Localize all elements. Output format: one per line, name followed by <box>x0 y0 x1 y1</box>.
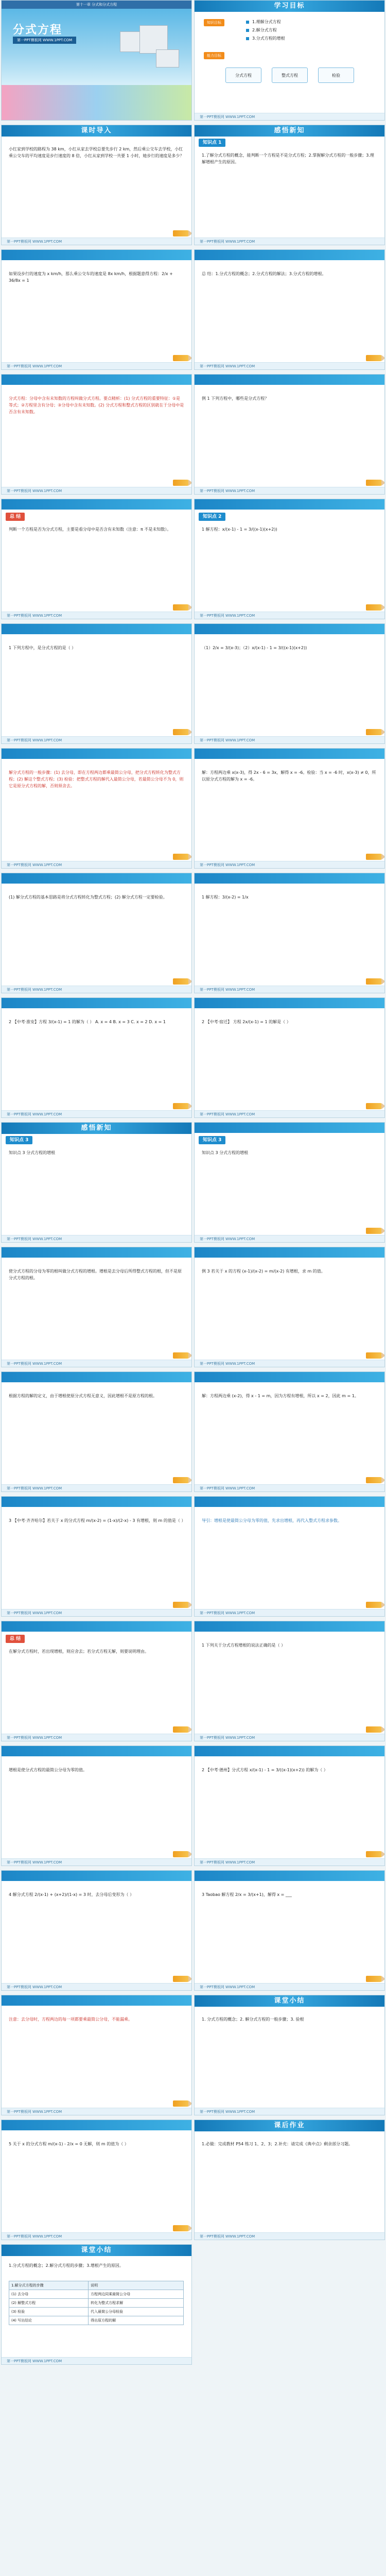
slide-footer: 第一PPT模板网 WWW.1PPT.COM <box>195 113 384 120</box>
slide-footer: 第一PPT模板网 WWW.1PPT.COM <box>2 612 191 619</box>
pencil-icon <box>173 604 188 611</box>
slide-text: 知识点 3 分式方程的增根 <box>9 1150 56 1155</box>
summary-table <box>9 2281 184 2325</box>
slide-text: 分式方程：分母中含有未知数的方程叫做分式方程。要点精析：(1) 分式方程的重要特征：①是等式；②方程里含有分母；③分母中含有未知数。(2) 分式方程和整式方程的区别就在于分母中是否含有未知数。 <box>9 396 184 414</box>
slide-header-bar <box>195 749 384 759</box>
table-cell: 代入最简公分母检验 <box>89 2308 184 2316</box>
cover-title: 分式方程 <box>13 24 63 37</box>
slide-text: 解：方程两边乘 x(x-3)，得 2x - 6 = 3x，解得 x = -6。检验：当 x = -6 时，x(x-3) ≠ 0，所以原分式方程的解为 x = -6。 <box>202 770 376 782</box>
pencil-icon <box>366 1228 381 1234</box>
slide-footer: 第一PPT模板网 WWW.1PPT.COM <box>195 1235 384 1242</box>
pencil-icon <box>366 729 381 735</box>
slide[interactable] <box>1 249 192 370</box>
slide-title: 学习目标 <box>195 1 384 12</box>
slide-footer: 第一PPT模板网 WWW.1PPT.COM <box>2 1983 191 1990</box>
slide-header-bar <box>195 1372 384 1382</box>
slide-footer: 第一PPT模板网 WWW.1PPT.COM <box>2 1734 191 1741</box>
slide-footer: 第一PPT模板网 WWW.1PPT.COM <box>2 1858 191 1866</box>
pencil-icon <box>366 604 381 611</box>
slide-header-bar <box>2 1621 191 1632</box>
slide-text: 1 解方程：x/(x-1) - 1 = 3/((x-1)(x+2)) <box>202 527 277 532</box>
table-cell: 转化为整式方程求解 <box>89 2299 184 2308</box>
slide-footer: 第一PPT模板网 WWW.1PPT.COM <box>195 1983 384 1990</box>
cube-shape <box>156 49 179 67</box>
slide-header-bar <box>2 1372 191 1382</box>
slide-title: 课堂小结 <box>195 1995 384 2007</box>
slide-text: 1 下列方程中，是分式方程的是（ ） <box>9 646 76 650</box>
pencil-icon <box>366 480 381 486</box>
homework-slide[interactable] <box>194 2120 385 2240</box>
slide[interactable] <box>1 997 192 1118</box>
slide-text: 判断一个方程是否为分式方程，主要是看分母中是否含有未知数（注意：π 不是未知数）。 <box>9 527 171 532</box>
slide-title: 感悟新知 <box>2 1123 191 1134</box>
intro-slide[interactable] <box>1 125 192 245</box>
slide-text: 1.了解分式方程的概念，能判断一个方程是不是分式方程；2.掌握解分式方程的一般步骤；3.理解增根产生的原因。 <box>202 153 374 164</box>
slide-text: 根据方程的解的定义，由于增根使原分式方程无意义，因此增根不是原方程的根。 <box>9 1394 157 1398</box>
table-cell: 得出原方程的解 <box>89 2316 184 2325</box>
slide-header-bar <box>195 998 384 1008</box>
slide-footer: 第一PPT模板网 WWW.1PPT.COM <box>2 487 191 494</box>
slide-footer: 第一PPT模板网 WWW.1PPT.COM <box>2 1484 191 1492</box>
pencil-icon <box>366 978 381 985</box>
table-cell: (4) 写出结论 <box>9 2316 89 2325</box>
slide-text: 4 解分式方程 2/(x-1) + (x+2)/(1-x) = 3 时，去分母后变形为（ ） <box>9 1892 134 1897</box>
slide-header-bar <box>195 375 384 385</box>
slide-text: 例 3 若关于 x 的方程 (x-1)/(x-2) = m/(x-2) 有增根，求 m 的值。 <box>202 1269 325 1274</box>
flow-box: 分式方程 <box>225 67 261 83</box>
goals-slide[interactable] <box>194 0 385 121</box>
slide-text: 2 【中考·德州】分式方程 x/(x-1) - 1 = 3/((x-1)(x+2)) 的解为（ ） <box>202 1768 328 1772</box>
slide-footer: 第一PPT模板网 WWW.1PPT.COM <box>195 487 384 494</box>
slide[interactable] <box>1 2120 192 2240</box>
pencil-icon <box>366 1726 381 1733</box>
slide-footer: 第一PPT模板网 WWW.1PPT.COM <box>195 2108 384 2115</box>
slide-footer: 第一PPT模板网 WWW.1PPT.COM <box>195 1360 384 1367</box>
slide-text: 在解分式方程时，若出现增根，则应舍去；若分式方程无解，则要说明理由。 <box>9 1649 149 1654</box>
slide-footer: 第一PPT模板网 WWW.1PPT.COM <box>2 238 191 245</box>
slide-footer: 第一PPT模板网 WWW.1PPT.COM <box>195 1484 384 1492</box>
slide-header-bar <box>2 998 191 1008</box>
slide-footer: 第一PPT模板网 WWW.1PPT.COM <box>2 2357 191 2364</box>
pencil-icon <box>173 480 188 486</box>
slide-header-bar <box>2 250 191 260</box>
slide-header-bar <box>195 1497 384 1507</box>
slide-footer: 第一PPT模板网 WWW.1PPT.COM <box>2 986 191 993</box>
slide[interactable] <box>194 1745 385 1866</box>
cover-slide[interactable] <box>1 0 192 121</box>
point-tag: 知识点 3 <box>6 1136 32 1144</box>
slide-footer: 第一PPT模板网 WWW.1PPT.COM <box>195 1858 384 1866</box>
slide[interactable] <box>194 1122 385 1243</box>
slide-title: 课时导入 <box>2 125 191 137</box>
slide[interactable] <box>194 623 385 744</box>
slide[interactable] <box>1 748 192 869</box>
slide[interactable] <box>1 1122 192 1243</box>
slide-footer: 第一PPT模板网 WWW.1PPT.COM <box>195 1734 384 1741</box>
goal-item: 1.理解分式方程 <box>246 19 281 25</box>
slide-text: (1) 解分式方程的基本思路是将分式方程转化为整式方程；(2) 解分式方程一定要检验。 <box>9 895 167 900</box>
point-tag: 知识点 2 <box>199 513 225 521</box>
slide-header-bar <box>2 375 191 385</box>
slide-footer: 第一PPT模板网 WWW.1PPT.COM <box>195 362 384 369</box>
slide-text: 解：方程两边乘 (x-2)，得 x - 1 = m，因为方程有增根，所以 x = 2，因此 m = 1。 <box>202 1394 359 1398</box>
goal-item: 2.解分式方程 <box>246 27 277 33</box>
slide-text: 小红家到学校的路程为 38 km，小红从家去学校总要先步行 2 km，然后乘公交车去学校，小红乘公交车的平均速度是步行速度的 8 倍，小红从家到学校一共要 1 小时，她步行的速度是多少？ <box>9 147 184 158</box>
pencil-icon <box>173 729 188 735</box>
slide-header-bar <box>2 499 191 510</box>
pencil-icon <box>366 1352 381 1359</box>
slide-text: （1）2/x = 3/(x-3)；（2）x/(x-1) - 1 = 3/((x-1)(x+2)) <box>202 646 307 650</box>
slide-footer: 第一PPT模板网 WWW.1PPT.COM <box>2 861 191 868</box>
slide-header-bar <box>2 1746 191 1756</box>
slide[interactable] <box>1 1745 192 1866</box>
flow-box: 整式方程 <box>272 67 308 83</box>
right-column <box>194 0 385 2244</box>
pencil-icon <box>173 854 188 860</box>
slide-footer: 第一PPT模板网 WWW.1PPT.COM <box>195 1609 384 1616</box>
flow-box: 检验 <box>318 67 354 83</box>
pencil-icon <box>173 1976 188 1982</box>
slide[interactable] <box>1 374 192 495</box>
slide-header-bar <box>195 1247 384 1258</box>
slide-header-bar <box>195 1746 384 1756</box>
pencil-icon <box>173 1103 188 1109</box>
slide-header-bar <box>195 1871 384 1881</box>
slide-text: 5 关于 x 的分式方程 m/(x-1) - 2/x = 0 无解，则 m 的值为（ ） <box>9 2142 129 2146</box>
left-column <box>1 0 192 2369</box>
slide-header-bar <box>2 1871 191 1881</box>
slide-title: 感悟新知 <box>195 125 384 137</box>
slide-text: 1 下列关于分式方程增根的说法正确的是（ ） <box>202 1643 286 1648</box>
slide-footer: 第一PPT模板网 WWW.1PPT.COM <box>2 1609 191 1616</box>
slide-text: 解分式方程的一般步骤：(1) 去分母，即在方程两边都乘最简公分母，把分式方程转化为整式方程；(2) 解这个整式方程；(3) 检验：把整式方程的解代入最简公分母，若最简公分母不为 0，则它是原分式方程的解，否则须舍去。 <box>9 770 184 788</box>
pencil-icon <box>173 1352 188 1359</box>
slide-footer: 第一PPT模板网 WWW.1PPT.COM <box>2 1110 191 1117</box>
table-header: 说明 <box>89 2281 184 2290</box>
table-row <box>9 2308 184 2316</box>
slide-footer: 第一PPT模板网 WWW.1PPT.COM <box>2 2232 191 2240</box>
slide-header-bar <box>195 1123 384 1133</box>
slide-footer: 第一PPT模板网 WWW.1PPT.COM <box>195 861 384 868</box>
slide-header-bar <box>2 1247 191 1258</box>
slide-text: 如果设步行的速度为 x km/h，那么乘公交车的速度是 8x km/h，根据题意得方程：2/x + 36/8x = 1 <box>9 272 173 283</box>
slide-header-bar <box>2 1995 191 2006</box>
table-cell: 方程两边同乘最简公分母 <box>89 2290 184 2299</box>
slide-header-bar <box>2 2120 191 2130</box>
pencil-icon <box>173 230 188 236</box>
slide[interactable] <box>1 1621 192 1741</box>
slide-text: 1.分式方程的概念；2.解分式方程的步骤；3.增根产生的原因。 <box>9 2263 124 2268</box>
slide-text: 使分式方程的分母为零的根叫做分式方程的增根。增根是去分母后所得整式方程的根，但不是原分式方程的根。 <box>9 1269 182 1280</box>
pencil-icon <box>366 854 381 860</box>
slide-text: 1 解方程：3/(x-2) = 1/x <box>202 895 249 900</box>
slide-title: 课堂小结 <box>2 2245 191 2256</box>
slide-footer: 第一PPT模板网 WWW.1PPT.COM <box>195 736 384 743</box>
slide-text: 1. 分式方程的概念；2. 解分式方程的一般步骤；3. 验根 <box>202 2017 304 2022</box>
slide-header-bar <box>195 250 384 260</box>
slide[interactable] <box>194 499 385 619</box>
slide-footer: 第一PPT模板网 WWW.1PPT.COM <box>195 612 384 619</box>
pencil-icon <box>173 2225 188 2231</box>
slide-header-bar <box>195 873 384 884</box>
slide[interactable] <box>194 249 385 370</box>
pencil-icon <box>366 1103 381 1109</box>
slide[interactable] <box>194 997 385 1118</box>
slide[interactable] <box>1 1371 192 1492</box>
table-cell: (1) 去分母 <box>9 2290 89 2299</box>
table-cell: (3) 检验 <box>9 2308 89 2316</box>
slide[interactable] <box>194 748 385 869</box>
table-row <box>9 2299 184 2308</box>
slide[interactable] <box>194 374 385 495</box>
slide[interactable] <box>1 623 192 744</box>
slide-text: 2 【中考·宿迁】 方程 2x/(x-1) = 1 的解是（ ） <box>202 1020 291 1024</box>
slide-text: 导引：增根是使最简公分母为零的值，先求出增根，再代入整式方程求参数。 <box>202 1518 342 1523</box>
slide-header-bar <box>195 499 384 510</box>
pencil-icon <box>173 1726 188 1733</box>
table-cell: (2) 解整式方程 <box>9 2299 89 2308</box>
slide-text: 总 结：1.分式方程的概念；2.分式方程的解法；3.分式方程的增根。 <box>202 272 326 276</box>
cover-top-text: 第十一章 分式和分式方程 <box>2 1 191 9</box>
slide-text: 知识点 3 分式方程的增根 <box>202 1150 249 1155</box>
goal-item: 3.分式方程的增根 <box>246 36 285 41</box>
slide-text: 增根是使分式方程的最简公分母为零的值。 <box>9 1768 87 1772</box>
cover-subtitle: 第一PPT模板网 WWW.1PPT.COM <box>13 37 76 44</box>
slide-header-bar <box>2 749 191 759</box>
slide-footer: 第一PPT模板网 WWW.1PPT.COM <box>195 986 384 993</box>
slide[interactable] <box>1 1995 192 2115</box>
slide[interactable] <box>194 1621 385 1741</box>
slide-text: 例 1 下列方程中，哪些是分式方程？ <box>202 396 269 401</box>
table-row <box>9 2316 184 2325</box>
pencil-icon <box>173 978 188 985</box>
pencil-icon <box>173 1602 188 1608</box>
point-tag: 知识点 1 <box>199 139 225 147</box>
pencil-icon <box>366 355 381 361</box>
pencil-icon <box>366 1851 381 1857</box>
slide-footer: 第一PPT模板网 WWW.1PPT.COM <box>195 2232 384 2240</box>
point-tag: 知识点 3 <box>199 1136 225 1144</box>
goal-label: 知识目标 <box>204 19 224 26</box>
slide-text: 注意：去分母时，方程两边的每一项都要乘最简公分母，不能漏乘。 <box>9 2017 132 2022</box>
slide[interactable] <box>1 1496 192 1617</box>
slide-text: 1.必做：完成教材 P54 练习 1、2、3；2.补充：请完成《典中点》剩余部分习题。 <box>202 2142 353 2146</box>
summary-tag: 总 结 <box>6 1635 25 1643</box>
slide-footer: 第一PPT模板网 WWW.1PPT.COM <box>2 362 191 369</box>
slide-footer: 第一PPT模板网 WWW.1PPT.COM <box>2 1235 191 1242</box>
summary-tag: 总 结 <box>6 513 25 521</box>
slide-title: 课后作业 <box>195 2120 384 2131</box>
pencil-icon <box>366 1477 381 1483</box>
slide-text: 2 【中考·淮安】方程 3/(x-1) = 1 的解为（ ） A. x = 4 B. x = 3 C. x = 2 D. x = 1 <box>9 1020 166 1024</box>
slide-footer: 第一PPT模板网 WWW.1PPT.COM <box>2 1360 191 1367</box>
slide-header-bar <box>2 873 191 884</box>
slide[interactable] <box>194 873 385 993</box>
cube-shape <box>120 31 141 52</box>
goal-label: 能力目标 <box>204 52 224 59</box>
slide-footer: 第一PPT模板网 WWW.1PPT.COM <box>2 736 191 743</box>
table-header: 1.解分式方程的步骤 <box>9 2281 89 2290</box>
slide-footer: 第一PPT模板网 WWW.1PPT.COM <box>2 2108 191 2115</box>
slide[interactable] <box>1 1247 192 1367</box>
pencil-icon <box>173 2100 188 2107</box>
summary-slide[interactable] <box>1 2244 192 2365</box>
slide-text: 3 Taobao 解方程 2/x = 3/(x+1)，解得 x = ___ <box>202 1892 292 1897</box>
slide-header-bar <box>195 1621 384 1632</box>
pencil-icon <box>173 355 188 361</box>
slide[interactable] <box>194 1870 385 1991</box>
pencil-icon <box>173 1851 188 1857</box>
table-row <box>9 2290 184 2299</box>
slide-header-bar <box>195 624 384 634</box>
summary-slide[interactable] <box>194 1995 385 2115</box>
slide-header-bar <box>2 624 191 634</box>
slide-footer: 第一PPT模板网 WWW.1PPT.COM <box>195 1110 384 1117</box>
slide[interactable] <box>194 1496 385 1617</box>
slide[interactable] <box>1 1870 192 1991</box>
new-knowledge-slide[interactable] <box>194 125 385 245</box>
pencil-icon <box>366 1602 381 1608</box>
cover-decor-band <box>2 85 191 120</box>
slide-header-bar <box>2 1497 191 1507</box>
pencil-icon <box>173 1477 188 1483</box>
slide-text: 3 【中考·齐齐哈尔】若关于 x 的分式方程 m/(x-2) = (1-x)/(2-x) - 3 有增根，则 m 的值是（ ） <box>9 1518 186 1523</box>
slide[interactable] <box>1 873 192 993</box>
slide[interactable] <box>194 1371 385 1492</box>
slide-footer: 第一PPT模板网 WWW.1PPT.COM <box>195 238 384 245</box>
slide[interactable] <box>1 499 192 619</box>
slide[interactable] <box>194 1247 385 1367</box>
pencil-icon <box>366 1976 381 1982</box>
